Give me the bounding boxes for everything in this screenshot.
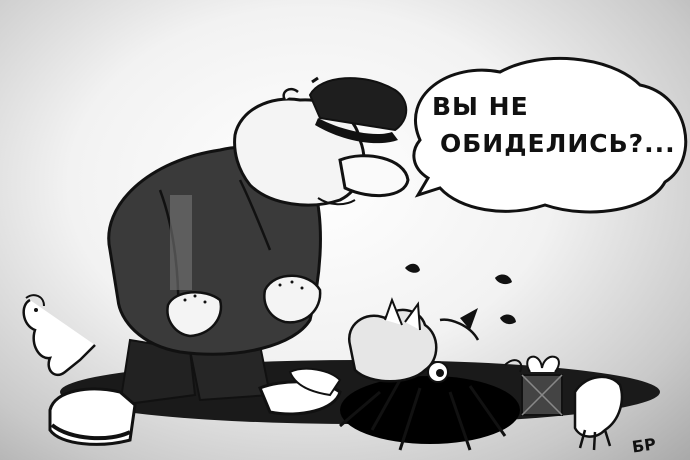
speech-line-2: ОБИДЕЛИСЬ?... <box>440 129 676 158</box>
speech-bubble-text <box>432 88 682 162</box>
sweat-drops <box>405 264 516 324</box>
small-man-figure <box>24 295 95 375</box>
artist-signature: БР <box>630 434 658 457</box>
speech-line-1: ВЫ НЕ <box>432 92 529 121</box>
reaching-hand <box>575 377 622 450</box>
